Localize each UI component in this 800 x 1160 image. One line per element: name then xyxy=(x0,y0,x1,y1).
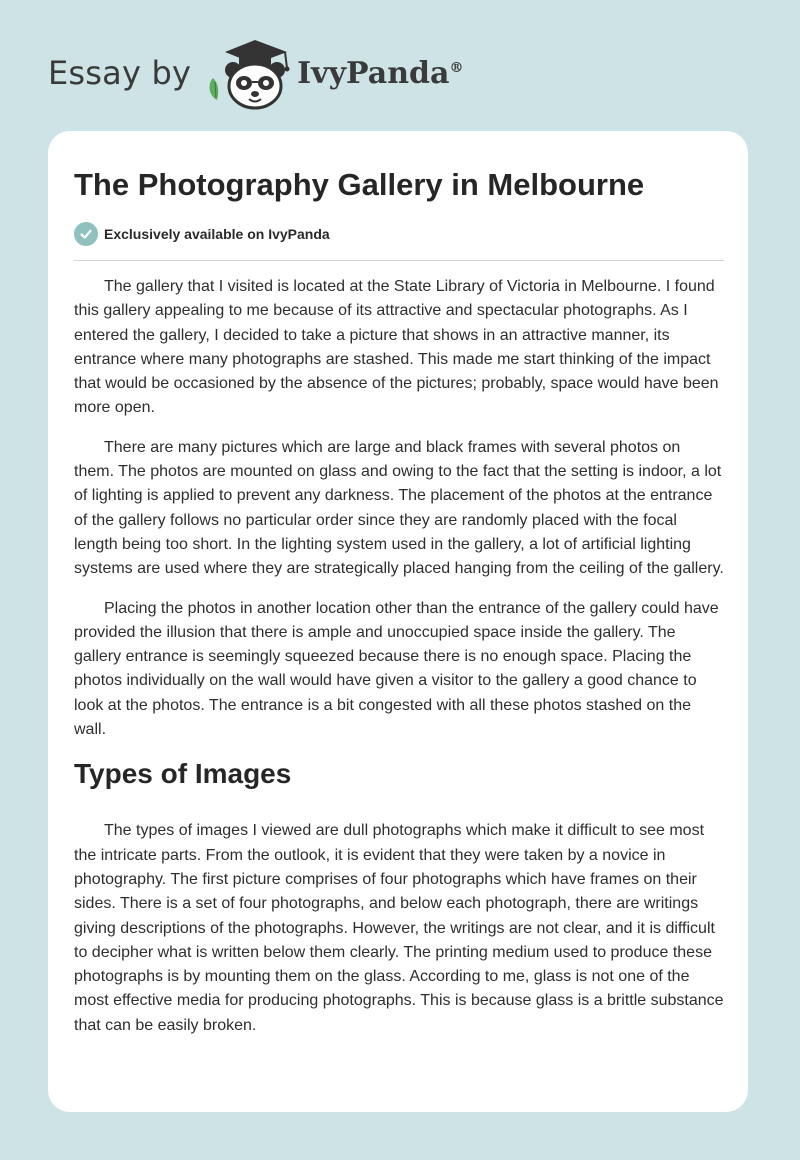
divider xyxy=(74,260,724,261)
check-icon xyxy=(74,222,98,246)
brand-name: IvyPanda® xyxy=(297,55,464,91)
brand-logo[interactable] xyxy=(48,36,463,110)
panda-mascot-icon xyxy=(205,38,293,110)
exclusive-badge xyxy=(74,222,724,246)
paragraph: There are many pictures which are large and black frames with several photos on them. The photos are mounted on glass and owing to the fact that the setting is indoor, a lot of lighting is applied to prevent any darkness. The placement of the photos at the entrance of the gallery follows no particular order since they are randomly placed with the focal length being too short. In the lighting system used in the gallery, a lot of artificial lighting systems are used where they are strategically placed hanging from the ceiling of the gallery. xyxy=(74,438,724,578)
badge-text: Exclusively available on IvyPanda xyxy=(104,226,330,242)
paragraph: Placing the photos in another location other than the entrance of the gallery could have provided the illusion that there is ample and unoccupied space inside the gallery. The gallery entrance is seemingly squeezed because there is no enough space. Placing the photos individually on the wall would have given a visitor to the gallery a good chance to look at the photos. The entrance is a bit congested with all these photos stashed on the wall. xyxy=(74,599,719,739)
paragraph: The types of images I viewed are dull photographs which make it difficult to see most the intricate parts. From the outlook, it is evident that they were taken by a novice in photography. The first picture comprises of four photographs which have frames on their sides. There is a set of four photographs, and below each photograph, there are writings giving descriptions of the photographs. However, the writings are not clear, and it is difficult to decipher what is written below them clearly. The printing medium used to produce these photographs is by mounting them on the glass. According to me, glass is not one of the most effective media for producing photographs. This is because glass is a brittle substance that can be easily broken. xyxy=(74,822,724,1034)
brand-prefix: Essay by xyxy=(48,54,192,92)
paragraph: The gallery that I visited is located at the State Library of Victoria in Melbourne. I found this gallery appealing to me because of its attractive and spectacular photographs. As I entered the gallery, I decided to take a picture that shows in an attractive manner, its entrance where many photographs are stashed. This made me start thinking of the impact that would be occasioned by the absence of the pictures; probably, space would have been more open. xyxy=(74,278,719,417)
site-header xyxy=(0,0,800,130)
registered-mark: ® xyxy=(449,59,464,76)
article-title: The Photography Gallery in Melbourne xyxy=(74,167,645,202)
article-content xyxy=(74,167,724,1053)
section-heading: Types of Images xyxy=(74,758,292,790)
article-card xyxy=(48,131,748,1112)
